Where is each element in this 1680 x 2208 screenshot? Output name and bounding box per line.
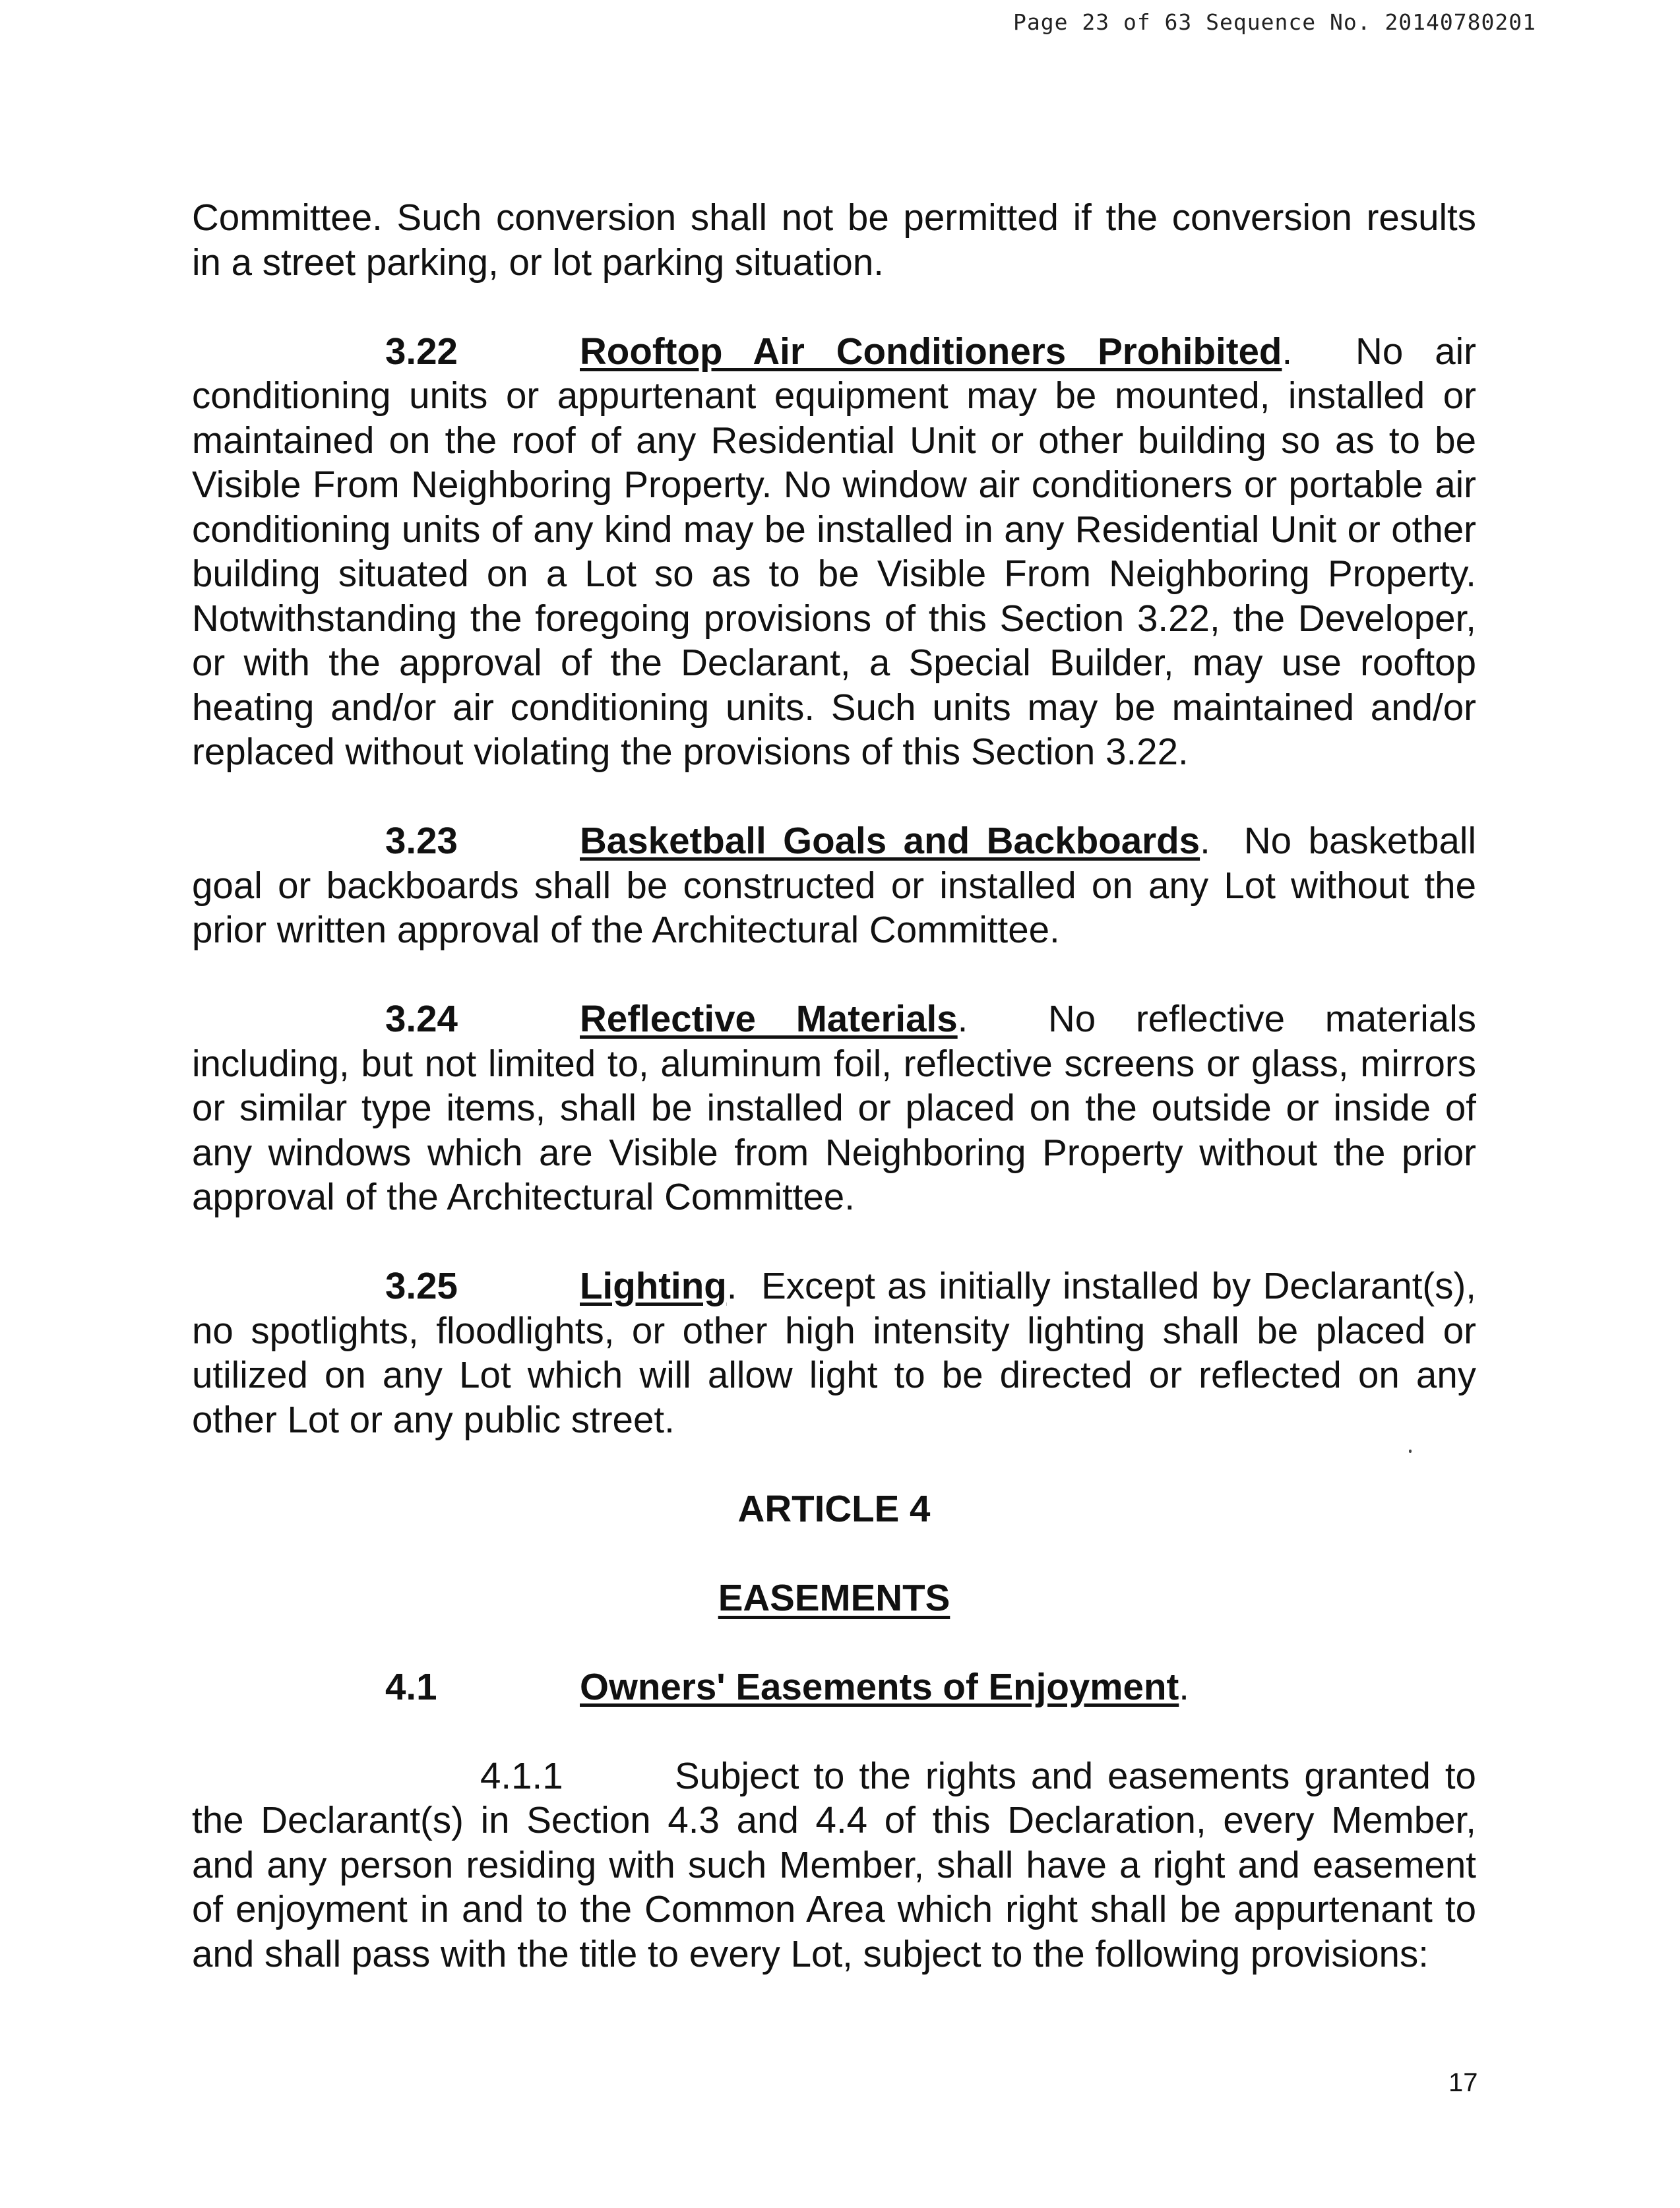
section-text: No air conditioning units or appurtenant equipment may be mounted, installed or maintained on the roof of any Residential Unit or other building so as to be Visible From Neighboring Property. No window air conditioners or portable air conditioning units of any kind may be installed in any Residential Unit or other building situated on a Lot so as to be Visible From Neighboring Property. Notwithstanding the foregoing provisions of this Section 3.22, the Developer, or with the approval of the Declarant, a Special Builder, may use rooftop heating and/or air conditioning units. Such units may be maintained and/or replaced without violating the provisions of this Section 3.22.	[192, 330, 1476, 772]
section-4-1: 4.1 Owners' Easements of Enjoyment.	[192, 1665, 1476, 1709]
subsection-4-1-1	[192, 1754, 1476, 1977]
page-number: 17	[1448, 2068, 1478, 2097]
section-3-22: 3.22 Rooftop Air Conditioners Prohibited. No air conditioning units or appurtenant equipment may be mounted, installed or maintained on the roof of any Residential Unit or other building so as to be Visible From Neighboring Property. No window air conditioners or portable air conditioning units of any kind may be installed in any Residential Unit or other building situated on a Lot so as to be Visible From Neighboring Property. Notwithstanding the foregoing provisions of this Section 3.22, the Developer, or with the approval of the Declarant, a Special Builder, may use rooftop heating and/or air conditioning units. Such units may be maintained and/or replaced without violating the provisions of this Section 3.22.	[192, 330, 1476, 772]
section-text: No basketball goal or backboards shall be constructed or installed on any Lot without the prior written approval of the Architectural Committee.	[192, 820, 1477, 950]
section-3-24: 3.24 Reflective Materials. No reflective materials including, but not limited to, aluminum foil, reflective screens or glass, mirrors or similar type items, shall be installed or placed on the outside or inside of any windows which are Visible from Neighboring Property without the prior approval of the Architectural Committee.	[192, 998, 1476, 1217]
section-title: Basketball Goals and Backboards	[580, 820, 1200, 861]
scan-speck	[1409, 1450, 1412, 1453]
article-title-row	[192, 1576, 1476, 1620]
subsection-number: 4.1.1	[480, 1754, 563, 1796]
section-title: Lighting	[580, 1265, 727, 1306]
section-number: 3.23	[385, 820, 458, 861]
article-label: ARTICLE 4	[737, 1487, 931, 1529]
section-title: Reflective Materials	[580, 998, 958, 1039]
section-number: 3.22	[385, 330, 458, 372]
section-number: 4.1	[385, 1665, 437, 1707]
section-text: No reflective materials including, but not limited to, aluminum foil, reflective screens or glass, mirrors or similar type items, shall be installed or placed on the outside or inside of any windows which are Visible from Neighboring Property without the prior approval of the Architectural Committee.	[192, 998, 1476, 1217]
intro-paragraph: Committee. Such conversion shall not be permitted if the conversion results in a street parking, or lot parking situation.	[192, 197, 1476, 283]
document-body	[192, 195, 1476, 2021]
section-title: Rooftop Air Conditioners Prohibited	[580, 330, 1282, 372]
section-3-23: 3.23 Basketball Goals and Backboards. No basketball goal or backboards shall be constructed or installed on any Lot without the prior written approval of the Architectural Committee.	[192, 820, 1477, 950]
page-header: Page 23 of 63 Sequence No. 20140780201	[1013, 9, 1536, 35]
section-number: 3.25	[385, 1265, 458, 1306]
subsection-text: Subject to the rights and easements granted to the Declarant(s) in Section 4.3 and 4.4 of this Declaration, every Member, and any person residing with such Member, shall have a right and easement of enjoyment in and to the Common Area which right shall be appurtenant to and shall pass with the title to every Lot, subject to the following provisions:	[192, 1754, 1476, 1975]
section-number: 3.24	[385, 998, 458, 1039]
section-title: Owners' Easements of Enjoyment	[580, 1665, 1179, 1707]
article-title: EASEMENTS	[718, 1576, 950, 1618]
section-text: Except as initially installed by Declarant(s), no spotlights, floodlights, or other high intensity lighting shall be placed or utilized on any Lot which will allow light to be directed or reflected on any other Lot or any public street.	[192, 1265, 1477, 1440]
section-3-25: 3.25 Lighting. Except as initially installed by Declarant(s), no spotlights, floodlights, or other high intensity lighting shall be placed or utilized on any Lot which will allow light to be directed or reflected on any other Lot or any public street.	[192, 1265, 1477, 1440]
